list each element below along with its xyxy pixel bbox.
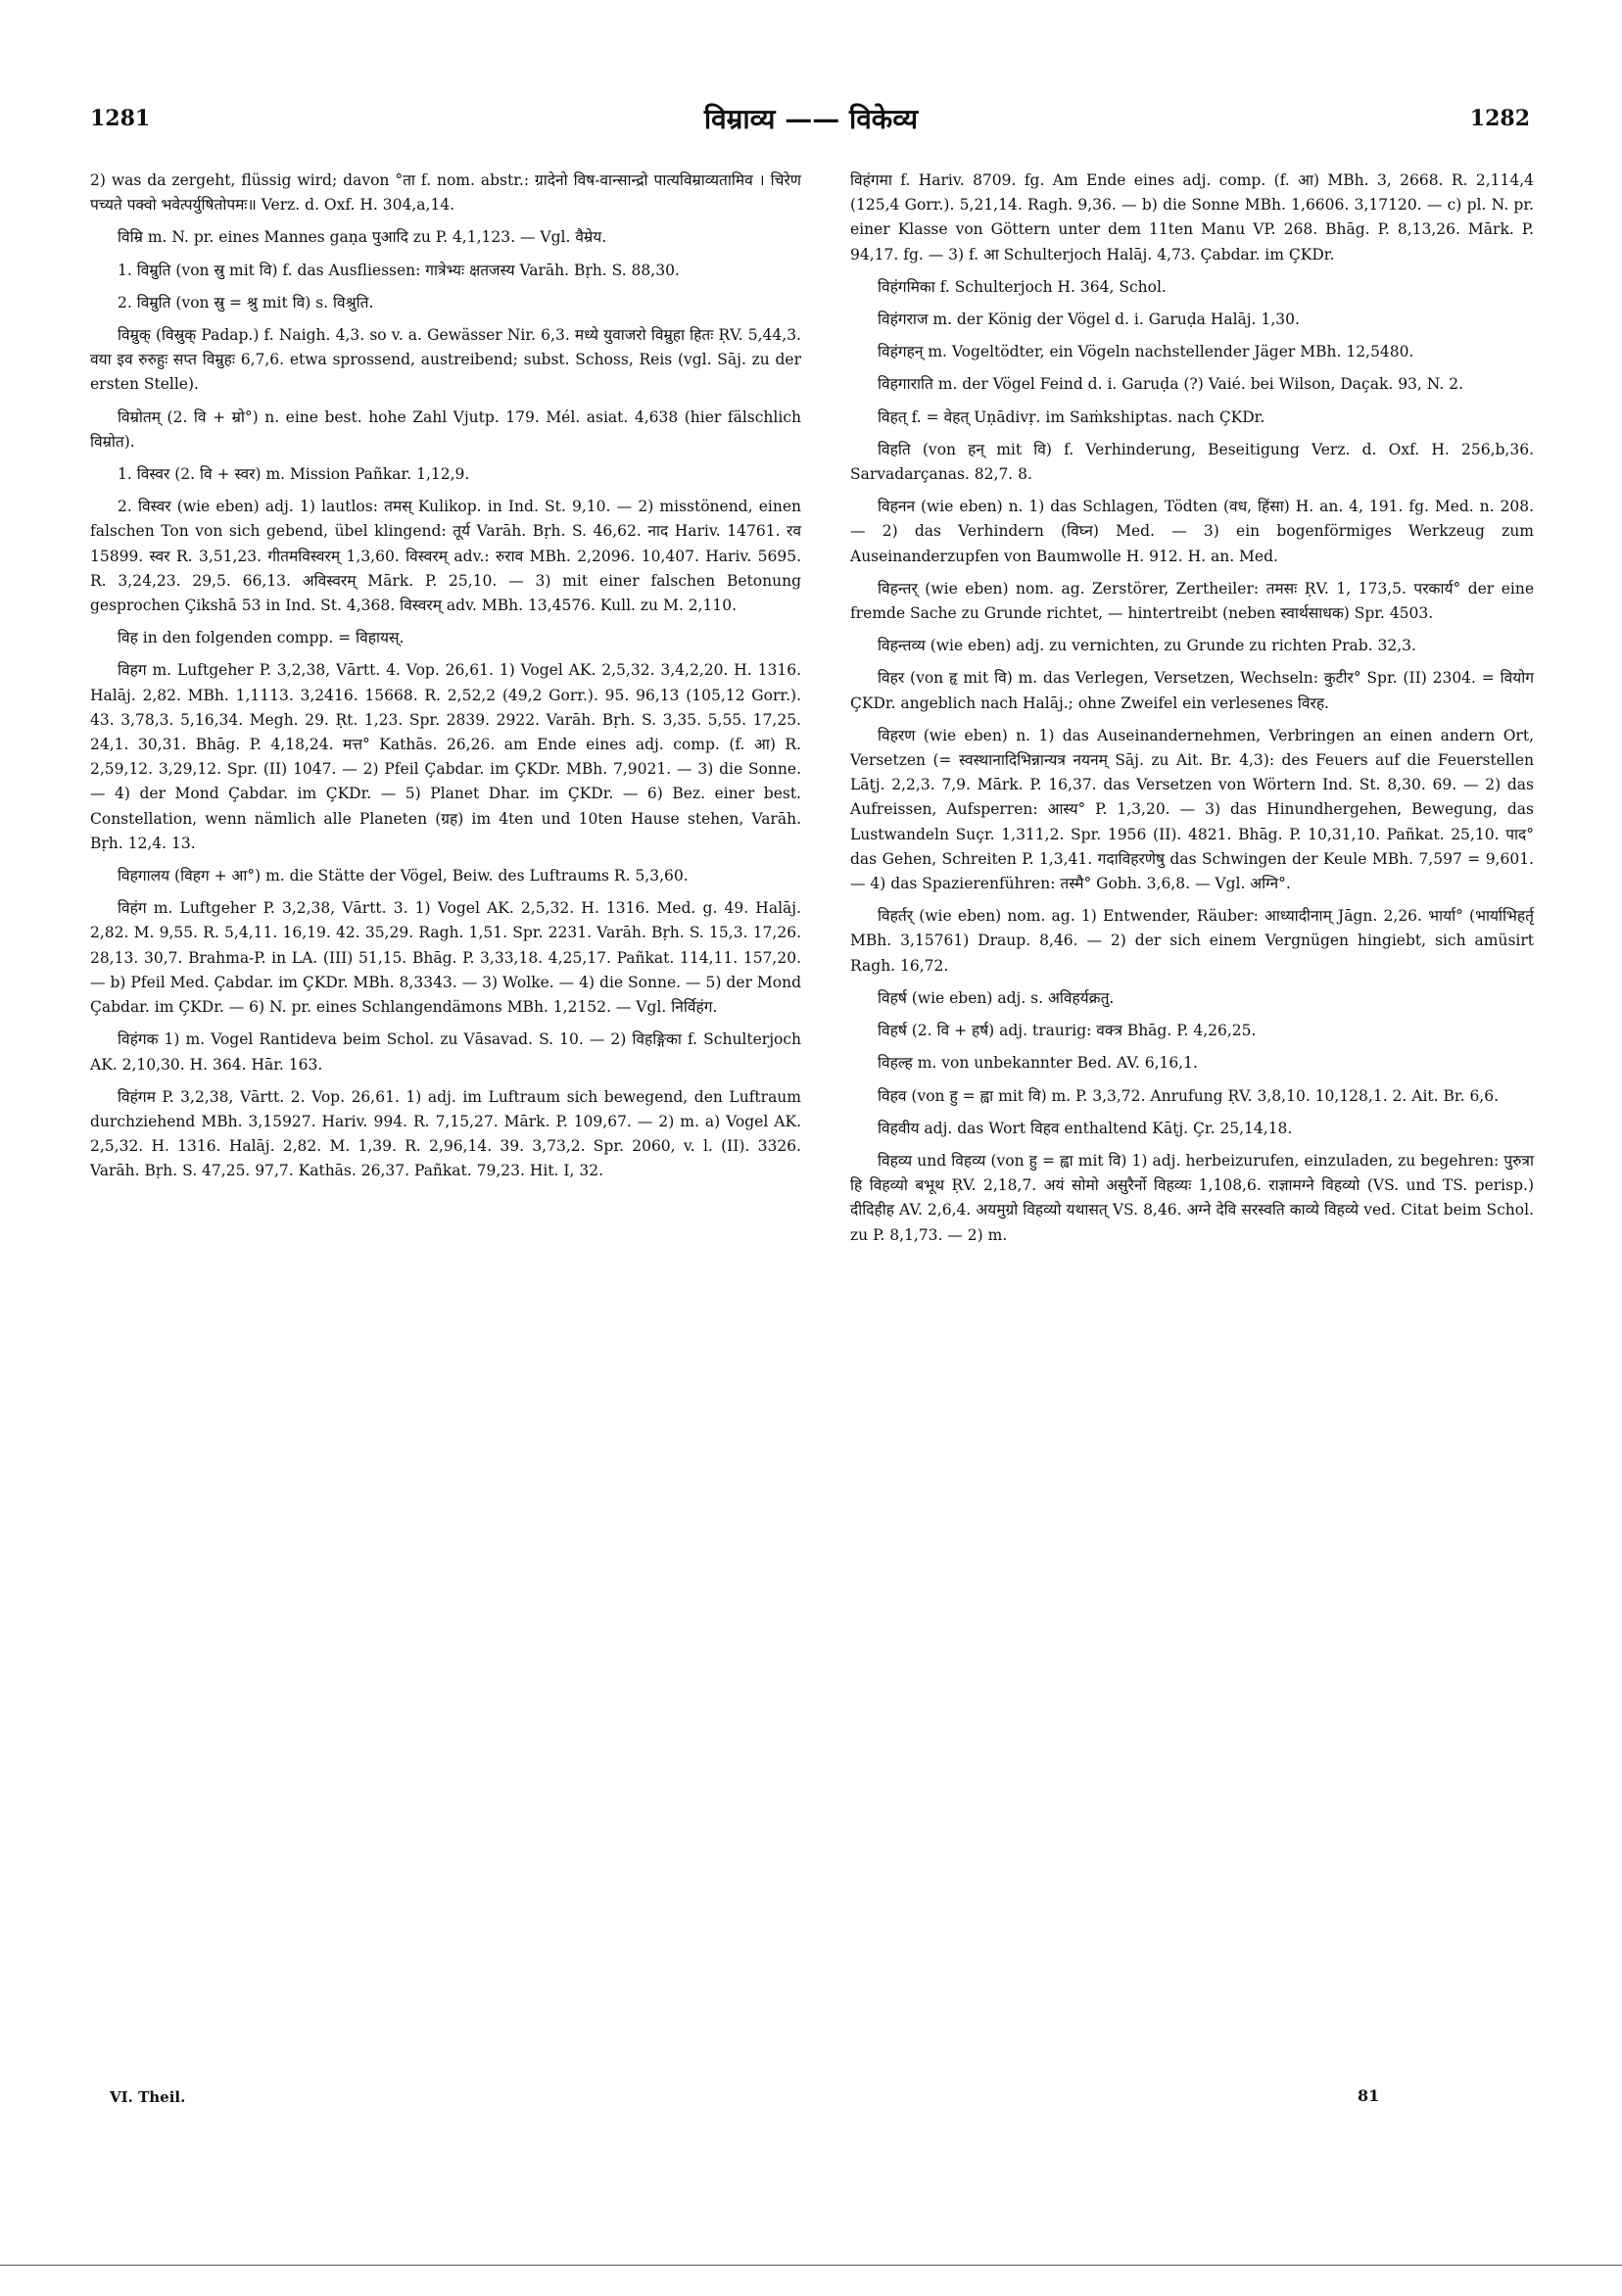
- footer-volume-label: VI. Theil.: [110, 2088, 186, 2106]
- left-column: [90, 168, 801, 1192]
- entry-paragraph: विहंगक 1) m. Vogel Rantideva beim Schol. zu Vāsavad. S. 10. — 2) विहङ्गिका f. Schulterjoch AK. 2,10,30. H. 364. Hār. 163.: [90, 1030, 801, 1074]
- entry-paragraph: विम्रुक् (विस्रुक् Padap.) f. Naigh. 4,3. so v. a. Gewässer Nir. 6,3. मध्ये युवाजरो विम्रुहा हितः ṚV. 5,44,3. वया इव रुरुहुः सप्त विम्रुहः 6,7,6. etwa sprossend, austreibend; subst. Schoss, Reis (vgl. Sāj. zu der ersten Stelle).: [90, 326, 801, 394]
- page-number-right: 1282: [1469, 106, 1530, 131]
- page-number-left: 1281: [90, 106, 151, 131]
- entry-paragraph: विहनन (wie eben) n. 1) das Schlagen, Tödten (वध, हिंसा) H. an. 4, 191. fg. Med. n. 208. — 2) das Verhindern (विघ्न) Med. — 3) ein bogenförmiges Werkzeug zum Auseinanderzupfen von Baumwolle H. 912. H. an. Med.: [850, 498, 1534, 565]
- bottom-divider: [0, 2265, 1622, 2266]
- entry-paragraph: 1. विस्वर (2. वि + स्वर) m. Mission Pañkar. 1,12,9.: [118, 465, 470, 484]
- entry-paragraph: विहव्य und विहव्य (von हु = ह्वा mit वि) 1) adj. herbeizurufen, einzuladen, zu begehren: पुरुत्रा हि विहव्यो बभूथ ṚV. 2,18,7. अयं सोमो असुरैर्नो विहव्यः 1,108,6. राज्ञामग्ने विहव्यो (VS. und TS. perisp.) दीदिहीह AV. 2,6,4. अयमुग्रो विहव्यो यथासत् VS. 8,46. अग्ने देवि सरस्वति काव्ये विहव्ये ved. Citat beim Schol. zu P. 8,1,73. — 2) m.: [850, 1151, 1534, 1244]
- entry-paragraph: 2. विम्रुति (von स्रु = श्रु mit वि) s. विश्रुति.: [118, 293, 374, 311]
- entry-paragraph: विहगालय (विहग + आ°) m. die Stätte der Vögel, Beiw. des Luftraums R. 5,3,60.: [118, 867, 689, 885]
- footer-signature-number: 81: [1358, 2086, 1380, 2105]
- entry-paragraph: विहंगमिका f. Schulterjoch H. 364, Schol.: [878, 277, 1167, 296]
- entry-paragraph: विहव (von हु = ह्वा mit वि) m. P. 3,3,72. Anrufung ṚV. 3,8,10. 10,128,1. 2. Ait. Br. 6,6.: [878, 1086, 1500, 1105]
- entry-paragraph: 1. विम्रुति (von स्रु mit वि) f. das Ausfliessen: गात्रेभ्यः क्षतजस्य Varāh. Bṛh. S. 88,30.: [118, 261, 680, 279]
- entry-paragraph: विहग m. Luftgeher P. 3,2,38, Vārtt. 4. Vop. 26,61. 1) Vogel AK. 2,5,32. 3,4,2,20. H. 1316. Halāj. 2,82. MBh. 1,1113. 3,2416. 15668. R. 2,52,2 (49,2 Gorr.). 95. 96,13 (105,12 Gorr.). 43. 3,78,3. 5,16,34. Megh. 29. Ṛt. 1,23. Spr. 2839. 2922. Varāh. Bṛh. S. 3,35. 5,55. 17,25. 24,1. 30,31. Bhāg. P. 4,18,24. मत्त° Kathās. 26,26. am Ende eines adj. comp. (f. आ) R. 2,59,12. 3,29,12. Spr. (II) 1047. — 2) Pfeil Çabdar. im ÇKDr. MBh. 7,9021. — 3) die Sonne. — 4) der Mond Çabdar. im ÇKDr. — 5) Planet Dhar. im ÇKDr. — 6) Bez. einer best. Constellation, wenn nämlich alle Planeten (ग्रह) im 4ten und 10ten Hause stehen, Varāh. Bṛh. 12,4. 13.: [90, 661, 801, 852]
- entry-paragraph: विहंगराज m. der König der Vögel d. i. Garuḍa Halāj. 1,30.: [878, 311, 1300, 329]
- entry-paragraph: विहंगमा f. Hariv. 8709. fg. Am Ende eines adj. comp. (f. आ) MBh. 3, 2668. R. 2,114,4 (125,4 Gorr.). 5,21,14. Ragh. 9,36. — b) die Sonne MBh. 1,6606. 3,17120. — c) pl. N. pr. einer Klasse von Göttern unter dem 11ten Manu VP. 268. Bhāg. P. 8,13,26. Mārk. P. 94,17. fg. — 3) f. आ Schulterjoch Halāj. 4,73. Çabdar. im ÇKDr.: [850, 171, 1534, 263]
- entry-paragraph: विम्रोतम् (2. वि + म्रो°) n. eine best. hohe Zahl Vjutp. 179. Mél. asiat. 4,638 (hier fälschlich विम्रोत).: [90, 407, 801, 451]
- entry-paragraph: विम्रि m. N. pr. eines Mannes gaṇa पुआदि zu P. 4,1,123. — Vgl. वैम्रेय.: [118, 228, 607, 247]
- entry-paragraph: विहंगम P. 3,2,38, Vārtt. 2. Vop. 26,61. 1) adj. im Luftraum sich bewegend, den Luftraum durchziehend MBh. 3,15927. Hariv. 994. R. 7,15,27. Mārk. P. 109,67. — 2) m. a) Vogel AK. 2,5,32. H. 1316. Halāj. 2,82. M. 1,39. R. 2,96,14. 39. 3,73,2. Spr. 2060, v. l. (II). 3326. Varāh. Bṛh. S. 47,25. 97,7. Kathās. 26,37. Pañkat. 79,23. Hit. I, 32.: [90, 1087, 801, 1180]
- right-column: [850, 168, 1534, 1256]
- entry-paragraph: 2. विस्वर (wie eben) adj. 1) lautlos: तमस् Kulikop. in Ind. St. 9,10. — 2) misstönend, einen falschen Ton von sich gebend, übel klingend: तूर्य Varāh. Bṛh. S. 46,62. नाद Hariv. 14761. रव 15899. स्वर R. 3,51,23. गीतमविस्वरम् 1,3,60. विस्वरम् adv.: रुराव MBh. 2,2096. 10,407. Hariv. 5695. R. 3,24,23. 29,5. 66,13. अविस्वरम् Mārk. P. 25,10. — 3) mit einer falschen Betonung gesprochen Çikshā 53 in Ind. St. 4,368. विस्वरम् adv. MBh. 13,4576. Kull. zu M. 2,110.: [90, 498, 801, 615]
- entry-paragraph: विहगाराति m. der Vögel Feind d. i. Garuḍa (?) Vaié. bei Wilson, Daçak. 93, N. 2.: [878, 375, 1463, 394]
- entry-paragraph: विह in den folgenden compp. = विहायस्.: [118, 629, 405, 647]
- entry-paragraph: विहंग m. Luftgeher P. 3,2,38, Vārtt. 3. 1) Vogel AK. 2,5,32. H. 1316. Med. g. 49. Halāj. 2,82. M. 9,55. R. 5,4,11. 16,19. 42. 35,29. Ragh. 1,51. Spr. 2231. Varāh. Bṛh. S. 15,3. 17,26. 28,13. 30,7. Brahma-P. in LA. (III) 51,15. Bhāg. P. 3,33,18. 4,25,17. Pañkat. 114,11. 157,20. — b) Pfeil Med. Çabdar. im ÇKDr. MBh. 8,3343. — 3) Wolke. — 4) die Sonne. — 5) der Mond Çabdar. im ÇKDr. — 6) N. pr. eines Schlangendämons MBh. 1,2152. — Vgl. निर्विहंग.: [90, 899, 801, 1017]
- entry-paragraph: 2) was da zergeht, flüssig wird; davon °ता f. nom. abstr.: ग्रादेनो विष-वान्सान्द्रो पात्यविम्राव्यतामिव । चिरेण पच्यते पक्वो भवेत्पर्युषितोपमः॥ Verz. d. Oxf. H. 304,a,14.: [90, 171, 801, 215]
- entry-paragraph: विहन्तव्य (wie eben) adj. zu vernichten, zu Grunde zu richten Prab. 32,3.: [878, 637, 1416, 655]
- entry-paragraph: विहत् f. = वेहत् Uṇādivṛ. im Saṁkshiptas. nach ÇKDr.: [878, 407, 1265, 426]
- entry-paragraph: विहन्तर् (wie eben) nom. ag. Zerstörer, Zertheiler: तमसः ṚV. 1, 173,5. परकार्य° der eine fremde Sache zu Grunde richtet, — hintertreibt (neben स्वार्थसाधक) Spr. 4503.: [850, 579, 1534, 623]
- entry-paragraph: विहति (von हन् mit वि) f. Verhinderung, Beseitigung Verz. d. Oxf. H. 256,b,36. Sarvadarçanas. 82,7. 8.: [850, 440, 1534, 484]
- entry-paragraph: विहर्ष (wie eben) adj. s. अविहर्यक्रतु.: [878, 988, 1115, 1007]
- entry-paragraph: विहवीय adj. das Wort विहव enthaltend Kāṭj. Çr. 25,14,18.: [878, 1119, 1293, 1137]
- entry-paragraph: विहर्तर् (wie eben) nom. ag. 1) Entwender, Räuber: आध्यादीनाम् Jāgn. 2,26. भार्या° (भार्याभिहर्तृ MBh. 3,15761) Draup. 8,46. — 2) der sich einem Vergnügen hingiebt, sich amüsirt Ragh. 16,72.: [850, 907, 1534, 975]
- page-title: विम्राव्य —— विकेव्य: [703, 103, 919, 135]
- entry-paragraph: विहंगहन् m. Vogeltödter, ein Vögeln nachstellender Jäger MBh. 12,5480.: [878, 343, 1414, 361]
- entry-paragraph: विहर (von हृ mit वि) m. das Verlegen, Versetzen, Wechseln: कुटीर° Spr. (II) 2304. = वियोग ÇKDr. angeblich nach Halāj.; ohne Zweifel ein verlesenes विरह.: [850, 669, 1534, 712]
- entry-paragraph: विहर्ष (2. वि + हर्ष) adj. traurig: वक्त्र Bhāg. P. 4,26,25.: [878, 1022, 1257, 1040]
- entry-paragraph: विहरण (wie eben) n. 1) das Auseinandernehmen, Verbringen an einen andern Ort, Versetzen (= स्वस्थानादिभिन्नान्यत्र नयनम् Sāj. zu Ait. Br. 4,3): des Feuers auf die Feuerstellen Lāṭj. 2,2,3. 7,9. Mārk. P. 16,37. das Versetzen von Wörtern Ind. St. 8,30. 69. — 2) das Aufreissen, Aufsperren: आस्य° P. 1,3,20. — 3) das Hinundhergehen, Bewegung, das Lustwandeln Suçr. 1,311,2. Spr. 1956 (II). 4821. Bhāg. P. 10,31,10. Pañkat. 25,10. पाद° das Gehen, Schreiten P. 1,3,41. गदाविहरणेषु das Schwingen der Keule MBh. 7,597 = 9,601. — 4) das Spazierenführen: तस्मै° Gobh. 3,6,8. — Vgl. अग्नि°.: [850, 726, 1534, 893]
- entry-paragraph: विहल्ह m. von unbekannter Bed. AV. 6,16,1.: [878, 1054, 1198, 1073]
